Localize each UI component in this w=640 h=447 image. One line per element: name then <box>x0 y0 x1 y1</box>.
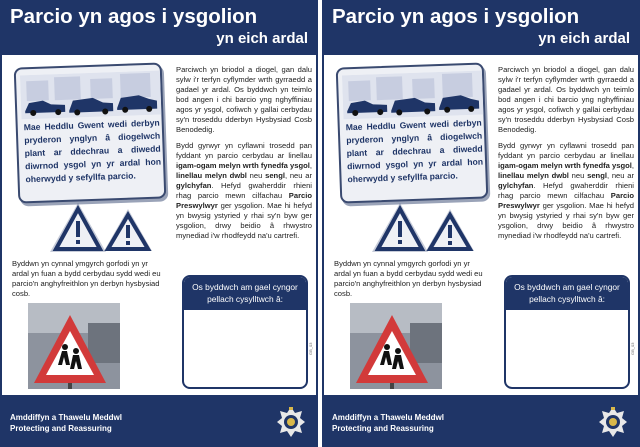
footer-band <box>0 397 318 447</box>
leaflet-panel-left <box>0 0 318 447</box>
page-subtitle: yn eich ardal <box>538 30 630 47</box>
parked-cars-illustration <box>342 71 483 120</box>
main-text-column <box>498 65 634 247</box>
p2-text: Bydd gyrwyr yn cyflawni trosedd pan fyddant yn parcio cerbydau ar linellau <box>498 141 634 160</box>
footer-welsh-motto: Amddiffyn a Thawelu Meddwl <box>332 413 445 422</box>
p2-text: , <box>309 161 312 170</box>
main-text-column <box>176 65 312 247</box>
page-title: Parcio yn agos i ysgolion <box>10 5 258 28</box>
warning-signs-icon <box>46 197 158 257</box>
p2-bold: sengl <box>265 171 285 180</box>
p2-text: ger ysgolion. Mae hi hefyd yn bwysig ystyried y rhai sy'n byw ger ysgolion, drwy beidio â rhwystro mynediad i'w rhodfeydd na'u cartrefi. <box>176 201 312 240</box>
footer-band <box>322 397 640 447</box>
p2-text: , neu ar <box>606 171 634 180</box>
p2-text: , neu ar <box>284 171 312 180</box>
warning-signs-icon <box>368 197 480 257</box>
police-badge-icon <box>598 405 628 441</box>
school-crossing-sign-photo <box>350 303 442 389</box>
contact-box <box>182 275 308 389</box>
paragraph-1: Parciwch yn briodol a diogel, gan dalu sylw i'r terfyn cyflymder wrth gyrraedd a gadael yr ardal. Os byddwch yn teimlo bod angen i chi barcio yng nghyffiniau agos yr ysgol, cofiwch y gallai cerbydau sy'n troseddu dderbyn Hysbysiad Cosb Benodedig. <box>176 65 312 134</box>
p2-bold: gylchyfan <box>498 181 534 190</box>
p2-text: neu <box>568 171 588 180</box>
school-crossing-sign-photo <box>28 303 120 389</box>
footer-welsh-motto: Amddiffyn a Thawelu Meddwl <box>10 413 123 422</box>
police-badge-icon <box>276 405 306 441</box>
p2-bold: igam-ogam melyn wrth fynedfa ysgol <box>498 161 632 170</box>
p2-text: Bydd gyrwyr yn cyflawni trosedd pan fyddant yn parcio cerbydau ar linellau <box>176 141 312 160</box>
p2-text: ger ysgolion. Mae hi hefyd yn bwysig ystyried y rhai sy'n byw ger ysgolion, drwy beidio â rhwystro mynediad i'w rhodfeydd na'u cartrefi. <box>498 201 634 240</box>
leaflet-body <box>2 55 316 395</box>
p2-text: , <box>631 161 634 170</box>
paragraph-1: Parciwch yn briodol a diogel, gan dalu sylw i'r terfyn cyflymder wrth gyrraedd a gadael yr ardal. Os byddwch yn teimlo bod angen i chi barcio yng nghyffiniau agos yr ysgol, cofiwch y gallai cerbydau sy'n troseddu dderbyn Hysbysiad Cosb Benodedig. <box>498 65 634 134</box>
enforcement-caption: Byddwn yn cynnal ymgyrch gorfodi yn yr ardal yn fuan a bydd cerbydau sydd wedi eu parcio'n anghyfreithlon yn derbyn hysbysiad cosb. <box>334 259 483 298</box>
paragraph-2 <box>498 141 634 241</box>
enforcement-caption: Byddwn yn cynnal ymgyrch gorfodi yn yr ardal yn fuan a bydd cerbydau sydd wedi eu parcio'n anghyfreithlon yn derbyn hysbysiad cosb. <box>12 259 161 298</box>
leaflet-body <box>324 55 638 395</box>
p2-text: neu <box>246 171 266 180</box>
parked-cars-illustration <box>20 71 161 120</box>
contact-heading: Os byddwch am gael cyngor pellach cysylltwch â: <box>506 277 628 310</box>
footer-english-motto: Protecting and Reassuring <box>332 424 434 433</box>
page-title: Parcio yn agos i ysgolion <box>332 5 580 28</box>
callout-text: Mae Heddlu Gwent wedi derbyn pryderon ynglyn â diogelwch plant ar ddechrau a diwedd diwrnod ysgol yn yr ardal hon oherwydd y sefyllfa parcio. <box>345 117 484 185</box>
header-band <box>0 0 318 54</box>
paragraph-2 <box>176 141 312 241</box>
p2-bold: Parcio Preswylwyr <box>176 191 312 210</box>
callout-text: Mae Heddlu Gwent wedi derbyn pryderon ynglyn â diogelwch plant ar ddechrau a diwedd diwrnod ysgol yn yr ardal hon oherwydd y sefyllfa parcio. <box>23 117 162 185</box>
page-subtitle: yn eich ardal <box>216 30 308 47</box>
p2-bold: sengl <box>587 171 607 180</box>
p2-text: . Hefyd gwaherddir rhieni rhag parcio mewn cilfachau <box>176 181 312 200</box>
p2-bold: gylchyfan <box>176 181 212 190</box>
p2-bold: linellau melyn dwbl <box>498 171 569 180</box>
p2-bold: linellau melyn dwbl <box>176 171 247 180</box>
callout-box <box>336 62 489 203</box>
p2-bold: Parcio Preswylwyr <box>498 191 634 210</box>
p2-bold: igam-ogam melyn wrth fynedfa ysgol <box>176 161 310 170</box>
header-band <box>322 0 640 54</box>
footer-english-motto: Protecting and Reassuring <box>10 424 112 433</box>
contact-box <box>504 275 630 389</box>
p2-text: . Hefyd gwaherddir rhieni rhag parcio mewn cilfachau <box>498 181 634 200</box>
callout-box <box>14 62 167 203</box>
reference-code: GB_03 <box>308 342 313 355</box>
leaflet-panel-right <box>322 0 640 447</box>
reference-code: GB_03 <box>630 342 635 355</box>
contact-heading: Os byddwch am gael cyngor pellach cysylltwch â: <box>184 277 306 310</box>
